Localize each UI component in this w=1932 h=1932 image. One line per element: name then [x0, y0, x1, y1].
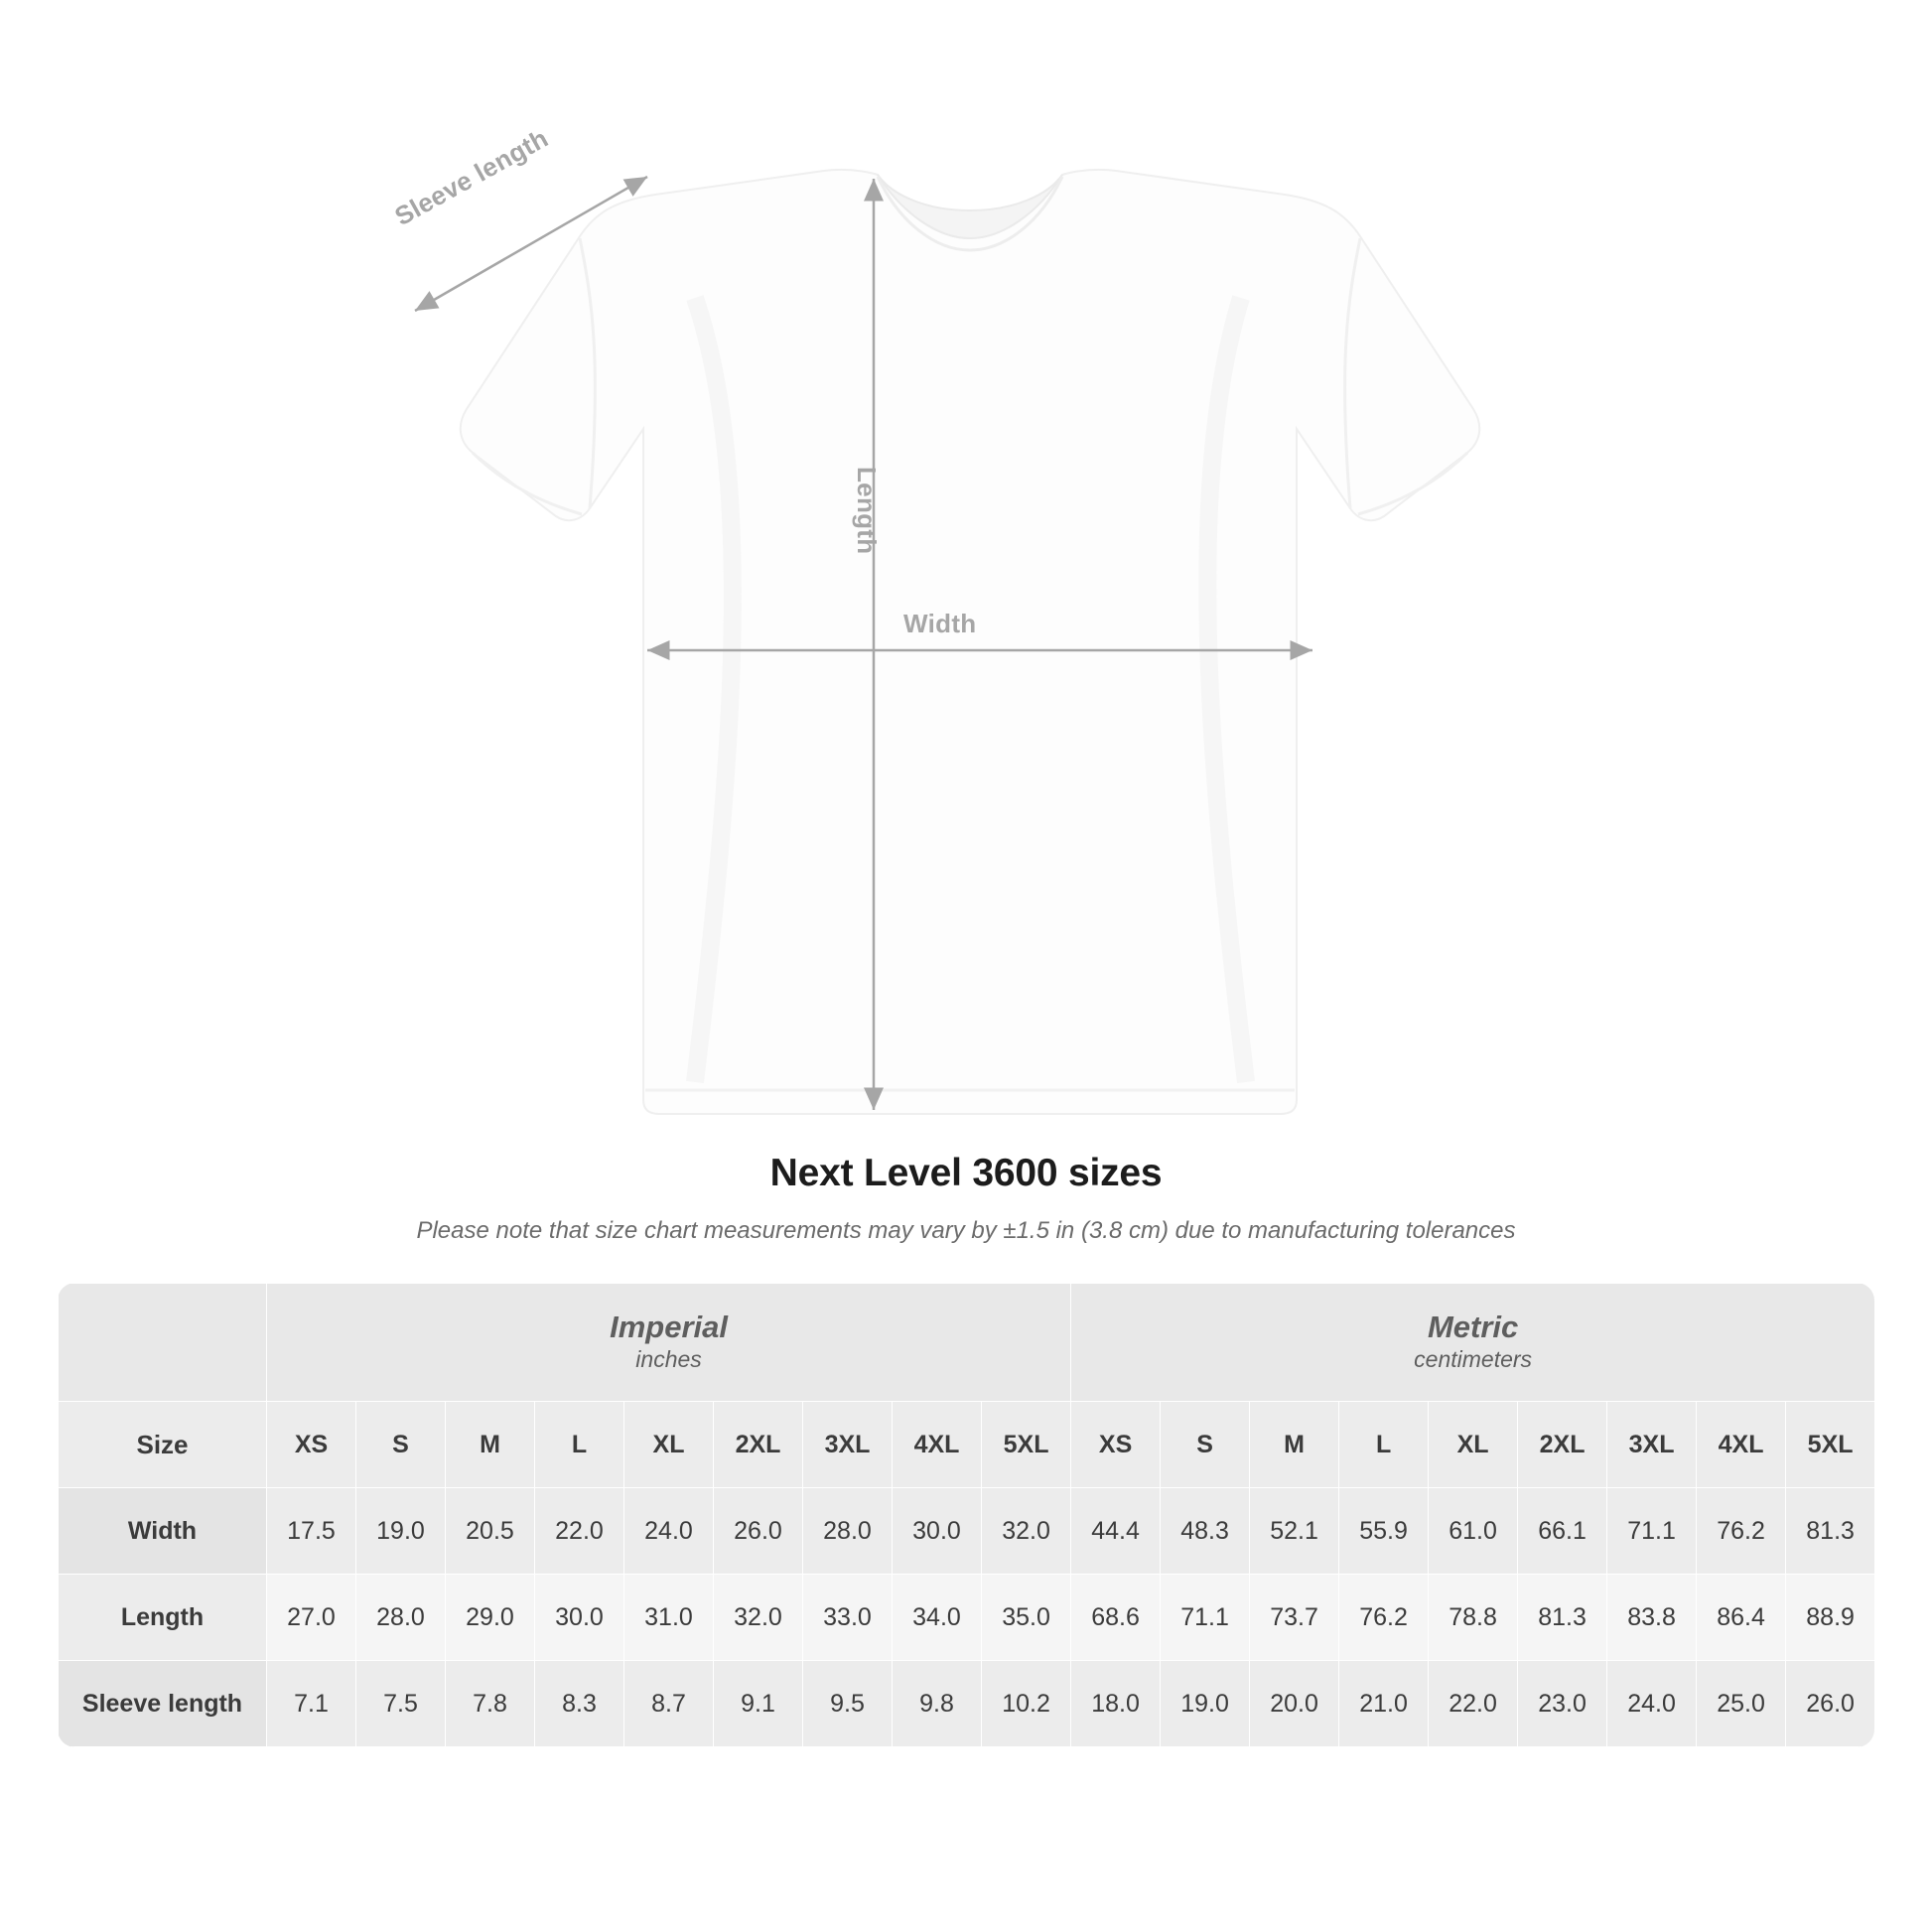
cell: 81.3 — [1786, 1488, 1874, 1575]
cell: 26.0 — [1786, 1661, 1874, 1747]
cell: 27.0 — [267, 1575, 356, 1661]
page-title: Next Level 3600 sizes — [769, 1152, 1163, 1194]
cell: 28.0 — [803, 1488, 893, 1575]
size-corner-label: Size — [59, 1402, 267, 1488]
size-header-cell: 4XL — [893, 1402, 982, 1488]
cell: 52.1 — [1250, 1488, 1339, 1575]
size-header-cell: S — [356, 1402, 446, 1488]
cell: 7.8 — [446, 1661, 535, 1747]
cell: 71.1 — [1161, 1575, 1250, 1661]
cell: 9.5 — [803, 1661, 893, 1747]
cell: 28.0 — [356, 1575, 446, 1661]
cell: 25.0 — [1697, 1661, 1786, 1747]
cell: 24.0 — [624, 1488, 714, 1575]
cell: 73.7 — [1250, 1575, 1339, 1661]
cell: 10.2 — [982, 1661, 1071, 1747]
cell: 23.0 — [1518, 1661, 1607, 1747]
cell: 34.0 — [893, 1575, 982, 1661]
table-row — [59, 1575, 1875, 1661]
cell: 44.4 — [1071, 1488, 1161, 1575]
size-header-cell: M — [446, 1402, 535, 1488]
cell: 88.9 — [1786, 1575, 1874, 1661]
tshirt-shape — [461, 170, 1480, 1114]
cell: 76.2 — [1697, 1488, 1786, 1575]
group-metric-unit: centimeters — [1414, 1345, 1533, 1372]
size-header-cell: L — [535, 1402, 624, 1488]
row-label-width: Width — [59, 1488, 267, 1575]
cell: 9.1 — [714, 1661, 803, 1747]
size-header-cell: 4XL — [1697, 1402, 1786, 1488]
unit-group-header-row — [59, 1284, 1875, 1402]
cell: 76.2 — [1339, 1575, 1429, 1661]
cell: 81.3 — [1518, 1575, 1607, 1661]
cell: 20.5 — [446, 1488, 535, 1575]
size-header-cell: M — [1250, 1402, 1339, 1488]
table-row — [59, 1661, 1875, 1747]
table-row — [59, 1488, 1875, 1575]
group-metric-title: Metric — [1427, 1310, 1519, 1345]
cell: 18.0 — [1071, 1661, 1161, 1747]
group-metric — [1071, 1284, 1874, 1402]
size-header-cell: 2XL — [714, 1402, 803, 1488]
tolerance-note: Please note that size chart measurements may vary by ±1.5 in (3.8 cm) due to manufacturing tolerances — [416, 1217, 1516, 1244]
cell: 71.1 — [1607, 1488, 1697, 1575]
size-header-row — [59, 1402, 1875, 1488]
size-header-cell: XS — [1071, 1402, 1161, 1488]
size-header-cell: 5XL — [1786, 1402, 1874, 1488]
cell: 22.0 — [535, 1488, 624, 1575]
cell: 32.0 — [714, 1575, 803, 1661]
cell: 33.0 — [803, 1575, 893, 1661]
group-imperial — [267, 1284, 1071, 1402]
cell: 22.0 — [1429, 1661, 1518, 1747]
cell: 24.0 — [1607, 1661, 1697, 1747]
cell: 78.8 — [1429, 1575, 1518, 1661]
cell: 19.0 — [356, 1488, 446, 1575]
cell: 55.9 — [1339, 1488, 1429, 1575]
group-imperial-unit: inches — [635, 1345, 702, 1372]
size-header-cell: 3XL — [1607, 1402, 1697, 1488]
cell: 9.8 — [893, 1661, 982, 1747]
cell: 86.4 — [1697, 1575, 1786, 1661]
length-label: Length — [852, 467, 882, 555]
cell: 8.3 — [535, 1661, 624, 1747]
size-header-cell: XS — [267, 1402, 356, 1488]
cell: 61.0 — [1429, 1488, 1518, 1575]
size-header-cell: XL — [1429, 1402, 1518, 1488]
size-table — [58, 1283, 1874, 1747]
cell: 30.0 — [893, 1488, 982, 1575]
group-imperial-title: Imperial — [610, 1310, 728, 1345]
group-corner-cell — [59, 1284, 267, 1402]
size-header-cell: 5XL — [982, 1402, 1071, 1488]
size-header-cell: 3XL — [803, 1402, 893, 1488]
size-header-cell: S — [1161, 1402, 1250, 1488]
cell: 20.0 — [1250, 1661, 1339, 1747]
cell: 7.1 — [267, 1661, 356, 1747]
cell: 7.5 — [356, 1661, 446, 1747]
cell: 35.0 — [982, 1575, 1071, 1661]
cell: 68.6 — [1071, 1575, 1161, 1661]
cell: 30.0 — [535, 1575, 624, 1661]
row-label-length: Length — [59, 1575, 267, 1661]
cell: 29.0 — [446, 1575, 535, 1661]
size-header-cell: L — [1339, 1402, 1429, 1488]
width-label: Width — [903, 609, 977, 638]
row-label-sleeve-length: Sleeve length — [59, 1661, 267, 1747]
sleeve-length-label: Sleeve length — [389, 122, 554, 232]
title-block — [0, 1152, 1932, 1245]
cell: 21.0 — [1339, 1661, 1429, 1747]
cell: 83.8 — [1607, 1575, 1697, 1661]
cell: 8.7 — [624, 1661, 714, 1747]
cell: 31.0 — [624, 1575, 714, 1661]
cell: 26.0 — [714, 1488, 803, 1575]
size-header-cell: 2XL — [1518, 1402, 1607, 1488]
cell: 17.5 — [267, 1488, 356, 1575]
cell: 66.1 — [1518, 1488, 1607, 1575]
cell: 32.0 — [982, 1488, 1071, 1575]
cell: 19.0 — [1161, 1661, 1250, 1747]
cell: 48.3 — [1161, 1488, 1250, 1575]
size-table-wrapper — [58, 1283, 1874, 1747]
size-header-cell: XL — [624, 1402, 714, 1488]
